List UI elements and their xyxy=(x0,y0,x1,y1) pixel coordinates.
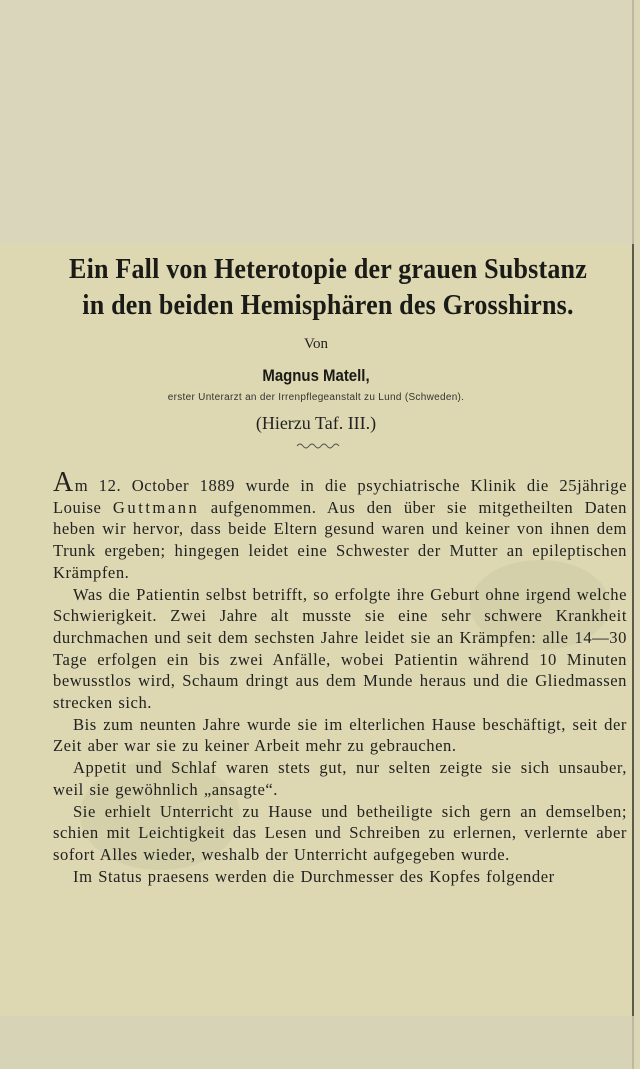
paragraph-1 xyxy=(53,467,628,584)
paragraph-text: m 12. October 1889 wurde in die psychiatrische Klinik die 25jährige Louise xyxy=(53,476,627,517)
article-title-line-1: Ein Fall von Heterotopie der grauen Substanz xyxy=(69,254,587,285)
article-body xyxy=(53,467,628,887)
wavy-ornament-icon xyxy=(296,441,342,451)
paragraph-3: Bis zum neunten Jahre wurde sie im elterlichen Hause beschäftigt, seit der Zeit aber war sie zu keiner Arbeit mehr zu gebrauchen. xyxy=(53,714,627,756)
author-affiliation: erster Unterarzt an der Irrenpflegeanstalt zu Lund (Schweden). xyxy=(167,392,465,403)
author-name: Magnus Matell, xyxy=(262,366,370,385)
paragraph-2: Was die Patientin selbst betrifft, so erfolgte ihre Geburt ohne irgend welche Schwierigkeit. Zwei Jahre alt musste sie eine sehr schwere Krankheit durchmachen und seit dem sechsten Jahre leidet sie an Krämpfen: alle 14—30 Tage erfolgen ein bis zwei Anfälle, wobei Patientin während 10 Minuten bewusstlos wird, Schaum dringt aus dem Munde heraus und die Gliedmassen strecken sich. xyxy=(53,584,627,713)
article-title-line-2: in den beiden Hemisphären des Grosshirns. xyxy=(82,290,574,321)
paragraph-4: Appetit und Schlaf waren stets gut, nur selten zeigte sie sich unsauber, weil sie gewöhnlich „ansagte“. xyxy=(53,758,627,799)
paragraph-5: Sie erhielt Unterricht zu Hause und betheiligte sich gern an demselben; schien mit Leichtigkeit das Lesen und Schreiben zu erlernen, verlernte aber sofort Alles wieder, weshalb der Unterricht aufgegeben wurde. xyxy=(53,801,627,864)
paragraph-text: aufgenommen. Aus den über sie mitgetheilten Daten heben wir hervor, dass beide Eltern gesund waren und keiner von ihnen dem Trunk ergeben; hingegen leidet eine Schwester der Mutter an epileptischen Krämpfen. xyxy=(53,497,628,582)
patient-name: Guttmann xyxy=(112,497,200,517)
drop-cap: A xyxy=(53,467,74,498)
bottom-margin xyxy=(0,1016,634,1069)
plate-reference: (Hierzu Taf. III.) xyxy=(255,413,377,433)
paragraph-6: Im Status praesens werden die Durchmesser des Kopfes folgender xyxy=(73,866,555,886)
top-margin xyxy=(0,0,634,244)
by-line: Von xyxy=(304,336,328,352)
